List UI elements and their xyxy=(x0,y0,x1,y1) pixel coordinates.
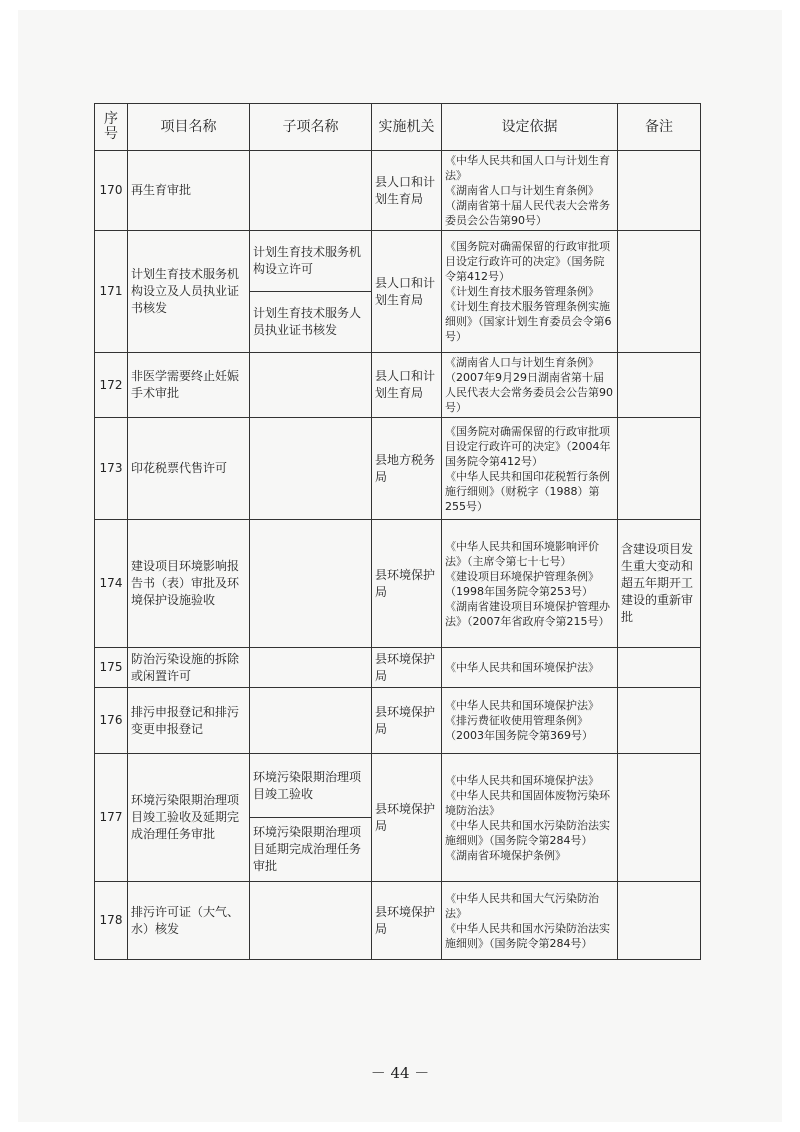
basis-line: 《中华人民共和国人口与计划生育法》 xyxy=(445,154,610,182)
basis-line: 《中华人民共和国大气污染防治法》 xyxy=(445,891,599,920)
approval-items-table xyxy=(94,103,701,960)
table-row xyxy=(95,882,701,960)
implementing-agency: 县环境保护局 xyxy=(372,648,442,688)
item-name: 排污申报登记和排污变更申报登记 xyxy=(128,688,250,754)
subitem-name xyxy=(250,688,372,754)
implementing-agency: 县环境保护局 xyxy=(372,882,442,960)
subitem-name xyxy=(250,520,372,648)
remark: 含建设项目发生重大变动和超五年期开工建设的重新审批 xyxy=(618,520,701,648)
basis-line: 《湖南省环境保护条例》 xyxy=(445,848,566,862)
implementing-agency: 县环境保护局 xyxy=(372,520,442,648)
legal-basis xyxy=(442,688,618,754)
remark xyxy=(618,231,701,353)
basis-line: 《国务院对确需保留的行政审批项目设定行政许可的决定》（国务院令第412号） xyxy=(445,240,610,283)
page-number: － 44 － xyxy=(370,1064,430,1082)
implementing-agency: 县环境保护局 xyxy=(372,754,442,882)
basis-line: 《湖南省人口与计划生育条例》（湖南省第十届人民代表大会常务委员会公告第90号） xyxy=(445,184,610,227)
table-row xyxy=(95,418,701,520)
subitem-name: 计划生育技术服务人员执业证书核发 xyxy=(250,292,372,353)
subitem-name: 计划生育技术服务机构设立许可 xyxy=(250,231,372,292)
basis-line: 《中华人民共和国固体废物污染环境防治法》 xyxy=(445,788,610,817)
row-number: 176 xyxy=(95,688,128,754)
header-agency: 实施机关 xyxy=(372,104,442,151)
row-number: 175 xyxy=(95,648,128,688)
subitem-name xyxy=(250,353,372,418)
legal-basis xyxy=(442,353,618,418)
basis-line: 《湖南省建设项目环境保护管理办法》（2007年省政府令第215号） xyxy=(445,599,610,628)
subitem-name xyxy=(250,648,372,688)
basis-line: 《中华人民共和国环境保护法》 xyxy=(445,773,599,787)
table-row xyxy=(95,353,701,418)
implementing-agency: 县地方税务局 xyxy=(372,418,442,520)
item-name: 计划生育技术服务机构设立及人员执业证书核发 xyxy=(128,231,250,353)
row-number: 171 xyxy=(95,231,128,353)
row-number: 174 xyxy=(95,520,128,648)
basis-line: 《中华人民共和国水污染防治法实施细则》（国务院令第284号） xyxy=(445,818,610,847)
implementing-agency: 县人口和计划生育局 xyxy=(372,353,442,418)
row-number: 177 xyxy=(95,754,128,882)
remark xyxy=(618,882,701,960)
item-name: 再生育审批 xyxy=(128,151,250,231)
header-remark: 备注 xyxy=(618,104,701,151)
legal-basis xyxy=(442,648,618,688)
implementing-agency: 县人口和计划生育局 xyxy=(372,231,442,353)
subitem-name: 环境污染限期治理项目竣工验收 xyxy=(250,754,372,818)
remark xyxy=(618,418,701,520)
basis-line: 《计划生育技术服务管理条例》 xyxy=(445,285,599,298)
subitem-name xyxy=(250,882,372,960)
header-subitem-name: 子项名称 xyxy=(250,104,372,151)
table-row xyxy=(95,231,701,292)
table-row xyxy=(95,688,701,754)
header-no: 序号 xyxy=(95,104,128,151)
legal-basis xyxy=(442,754,618,882)
basis-line: 《排污费征收使用管理条例》（2003年国务院令第369号） xyxy=(445,714,593,742)
row-number: 173 xyxy=(95,418,128,520)
row-number: 172 xyxy=(95,353,128,418)
subitem-name xyxy=(250,418,372,520)
remark xyxy=(618,648,701,688)
basis-line: 《中华人民共和国环境保护法》 xyxy=(445,699,599,712)
table-row xyxy=(95,520,701,648)
basis-line: 《中华人民共和国印花税暂行条例施行细则》（财税字（1988）第255号） xyxy=(445,469,610,513)
legal-basis xyxy=(442,520,618,648)
header-basis: 设定依据 xyxy=(442,104,618,151)
basis-line: 《中华人民共和国水污染防治法实施细则》（国务院令第284号） xyxy=(445,921,610,950)
row-number: 170 xyxy=(95,151,128,231)
item-name: 建设项目环境影响报告书（表）审批及环境保护设施验收 xyxy=(128,520,250,648)
item-name: 非医学需要终止妊娠手术审批 xyxy=(128,353,250,418)
item-name: 防治污染设施的拆除或闲置许可 xyxy=(128,648,250,688)
subitem-name xyxy=(250,151,372,231)
legal-basis xyxy=(442,882,618,960)
basis-line: 《中华人民共和国环境保护法》 xyxy=(445,661,599,674)
table-row xyxy=(95,151,701,231)
item-name: 排污许可证（大气、水）核发 xyxy=(128,882,250,960)
table-row xyxy=(95,648,701,688)
basis-line: 《湖南省人口与计划生育条例》（2007年9月29日湖南省第十届人民代表大会常务委员会公告第90号） xyxy=(445,356,613,414)
item-name: 印花税票代售许可 xyxy=(128,418,250,520)
legal-basis xyxy=(442,231,618,353)
remark xyxy=(618,688,701,754)
basis-line: 《中华人民共和国环境影响评价法》（主席令第七十七号） xyxy=(445,539,599,568)
legal-basis xyxy=(442,151,618,231)
row-number: 178 xyxy=(95,882,128,960)
item-name: 环境污染限期治理项目竣工验收及延期完成治理任务审批 xyxy=(128,754,250,882)
table-row xyxy=(95,754,701,818)
remark xyxy=(618,151,701,231)
table-header-row xyxy=(95,104,701,151)
implementing-agency: 县人口和计划生育局 xyxy=(372,151,442,231)
subitem-name: 环境污染限期治理项目延期完成治理任务审批 xyxy=(250,818,372,882)
remark xyxy=(618,353,701,418)
basis-line: 《计划生育技术服务管理条例实施细则》（国家计划生育委员会令第6号） xyxy=(445,300,612,343)
legal-basis xyxy=(442,418,618,520)
header-item-name: 项目名称 xyxy=(128,104,250,151)
remark xyxy=(618,754,701,882)
implementing-agency: 县环境保护局 xyxy=(372,688,442,754)
basis-line: 《建设项目环境保护管理条例》（1998年国务院令第253号） xyxy=(445,569,599,598)
basis-line: 《国务院对确需保留的行政审批项目设定行政许可的决定》（2004年国务院令第412号） xyxy=(445,424,611,468)
